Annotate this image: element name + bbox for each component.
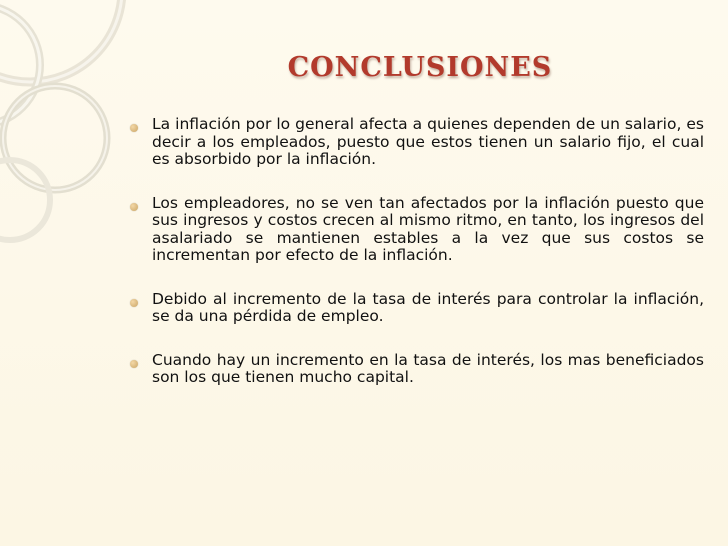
bullet-icon (130, 124, 138, 132)
list-item-text: Cuando hay un incremento en la tasa de interés, los mas beneficiados son los que tienen mucho capital. (152, 350, 704, 386)
page-title: conclusiones (287, 40, 553, 85)
list-item-text: Debido al incremento de la tasa de interés para controlar la inflación, se da una pérdida de empleo. (152, 289, 704, 325)
list-item (130, 291, 704, 326)
bullet-list (130, 116, 704, 413)
bullet-icon (130, 203, 138, 211)
list-item (130, 116, 704, 169)
bullet-icon (130, 299, 138, 307)
bullet-icon (130, 360, 138, 368)
list-item (130, 352, 704, 387)
list-item-text: La inflación por lo general afecta a quienes dependen de un salario, es decir a los empleados, puesto que estos tienen un salario fijo, el cual es absorbido por la inflación. (152, 115, 704, 168)
list-item-text: Los empleadores, no se ven tan afectados por la inflación puesto que sus ingresos y costos crecen al mismo ritmo, en tanto, los ingresos del asalariado se mantienen estables a la vez que sus costos se incrementan por efecto de la inflación. (152, 193, 704, 264)
list-item (130, 195, 704, 265)
